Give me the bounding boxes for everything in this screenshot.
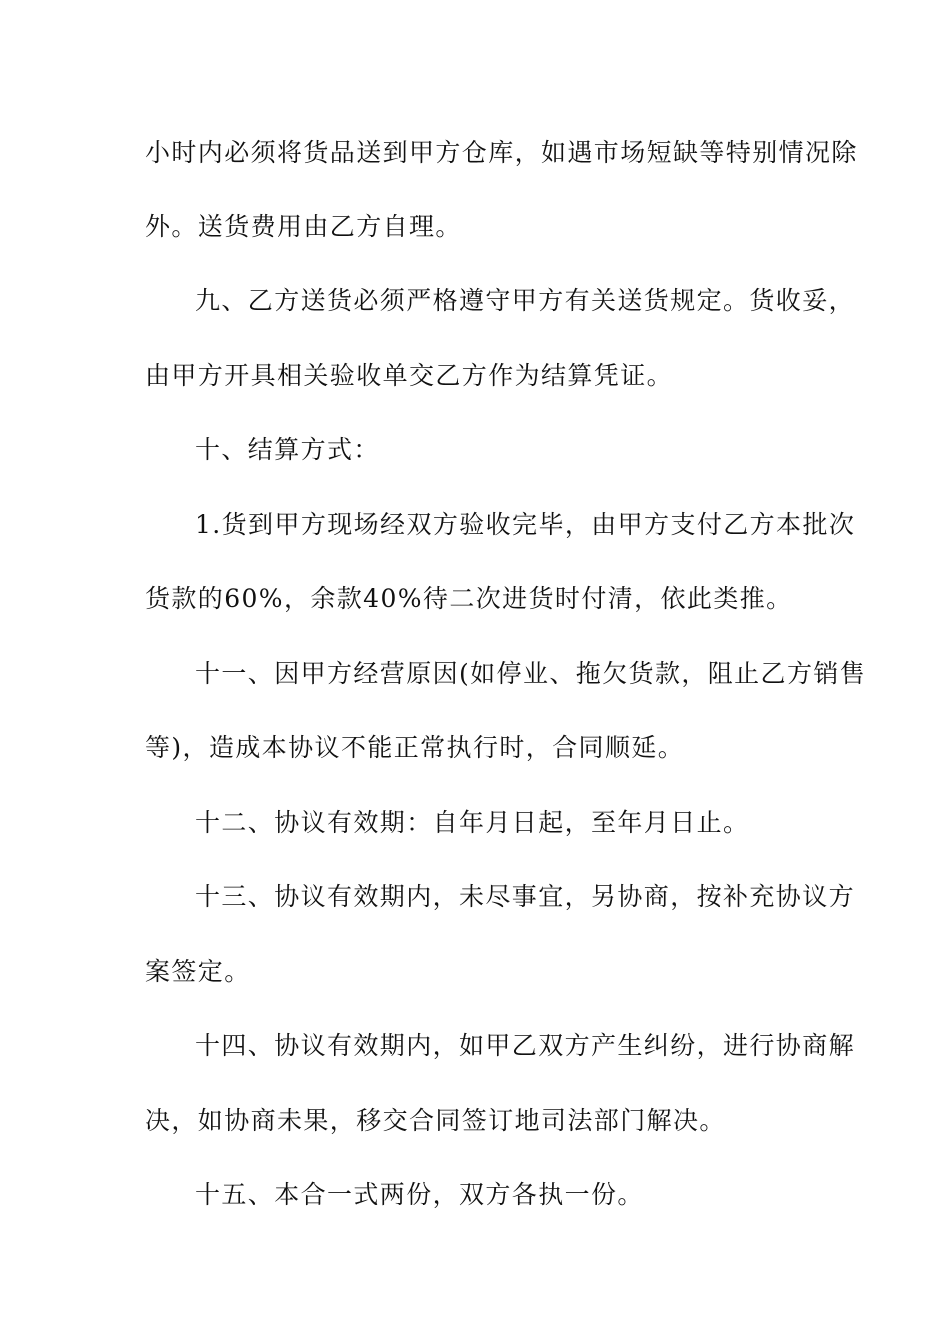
- paragraph-ten-heading: 十、结算方式：: [195, 435, 380, 464]
- text-line: 等)，造成本协议不能正常执行时，合同顺延。: [145, 733, 685, 762]
- paragraph-twelve: 十二、协议有效期：自年月日起，至年月日止。: [195, 808, 750, 837]
- text-line: 决，如协商未果，移交合同签订地司法部门解决。: [145, 1106, 726, 1135]
- paragraph-nine: 九、乙方送货必须严格遵守甲方有关送货规定。货收妥，: [195, 286, 856, 315]
- text-line: 小时内必须将货品送到甲方仓库，如遇市场短缺等特别情况除: [145, 138, 858, 167]
- text-line: 货款的60%，余款40%待二次进货时付清，依此类推。: [145, 584, 793, 613]
- text-line: 外。送货费用由乙方自理。: [145, 212, 462, 241]
- paragraph-fourteen: 十四、协议有效期内，如甲乙双方产生纠纷，进行协商解: [195, 1031, 856, 1060]
- paragraph-fifteen: 十五、本合一式两份，双方各执一份。: [195, 1180, 644, 1209]
- paragraph-thirteen: 十三、协议有效期内，未尽事宜，另协商，按补充协议方: [195, 882, 856, 911]
- text-line: 案签定。: [145, 957, 251, 986]
- paragraph-ten-item-1: 1.货到甲方现场经双方验收完毕，由甲方支付乙方本批次: [195, 510, 856, 539]
- paragraph-eleven: 十一、因甲方经营原因(如停业、拖欠货款，阻止乙方销售: [195, 659, 867, 688]
- text-line: 由甲方开具相关验收单交乙方作为结算凭证。: [145, 361, 674, 390]
